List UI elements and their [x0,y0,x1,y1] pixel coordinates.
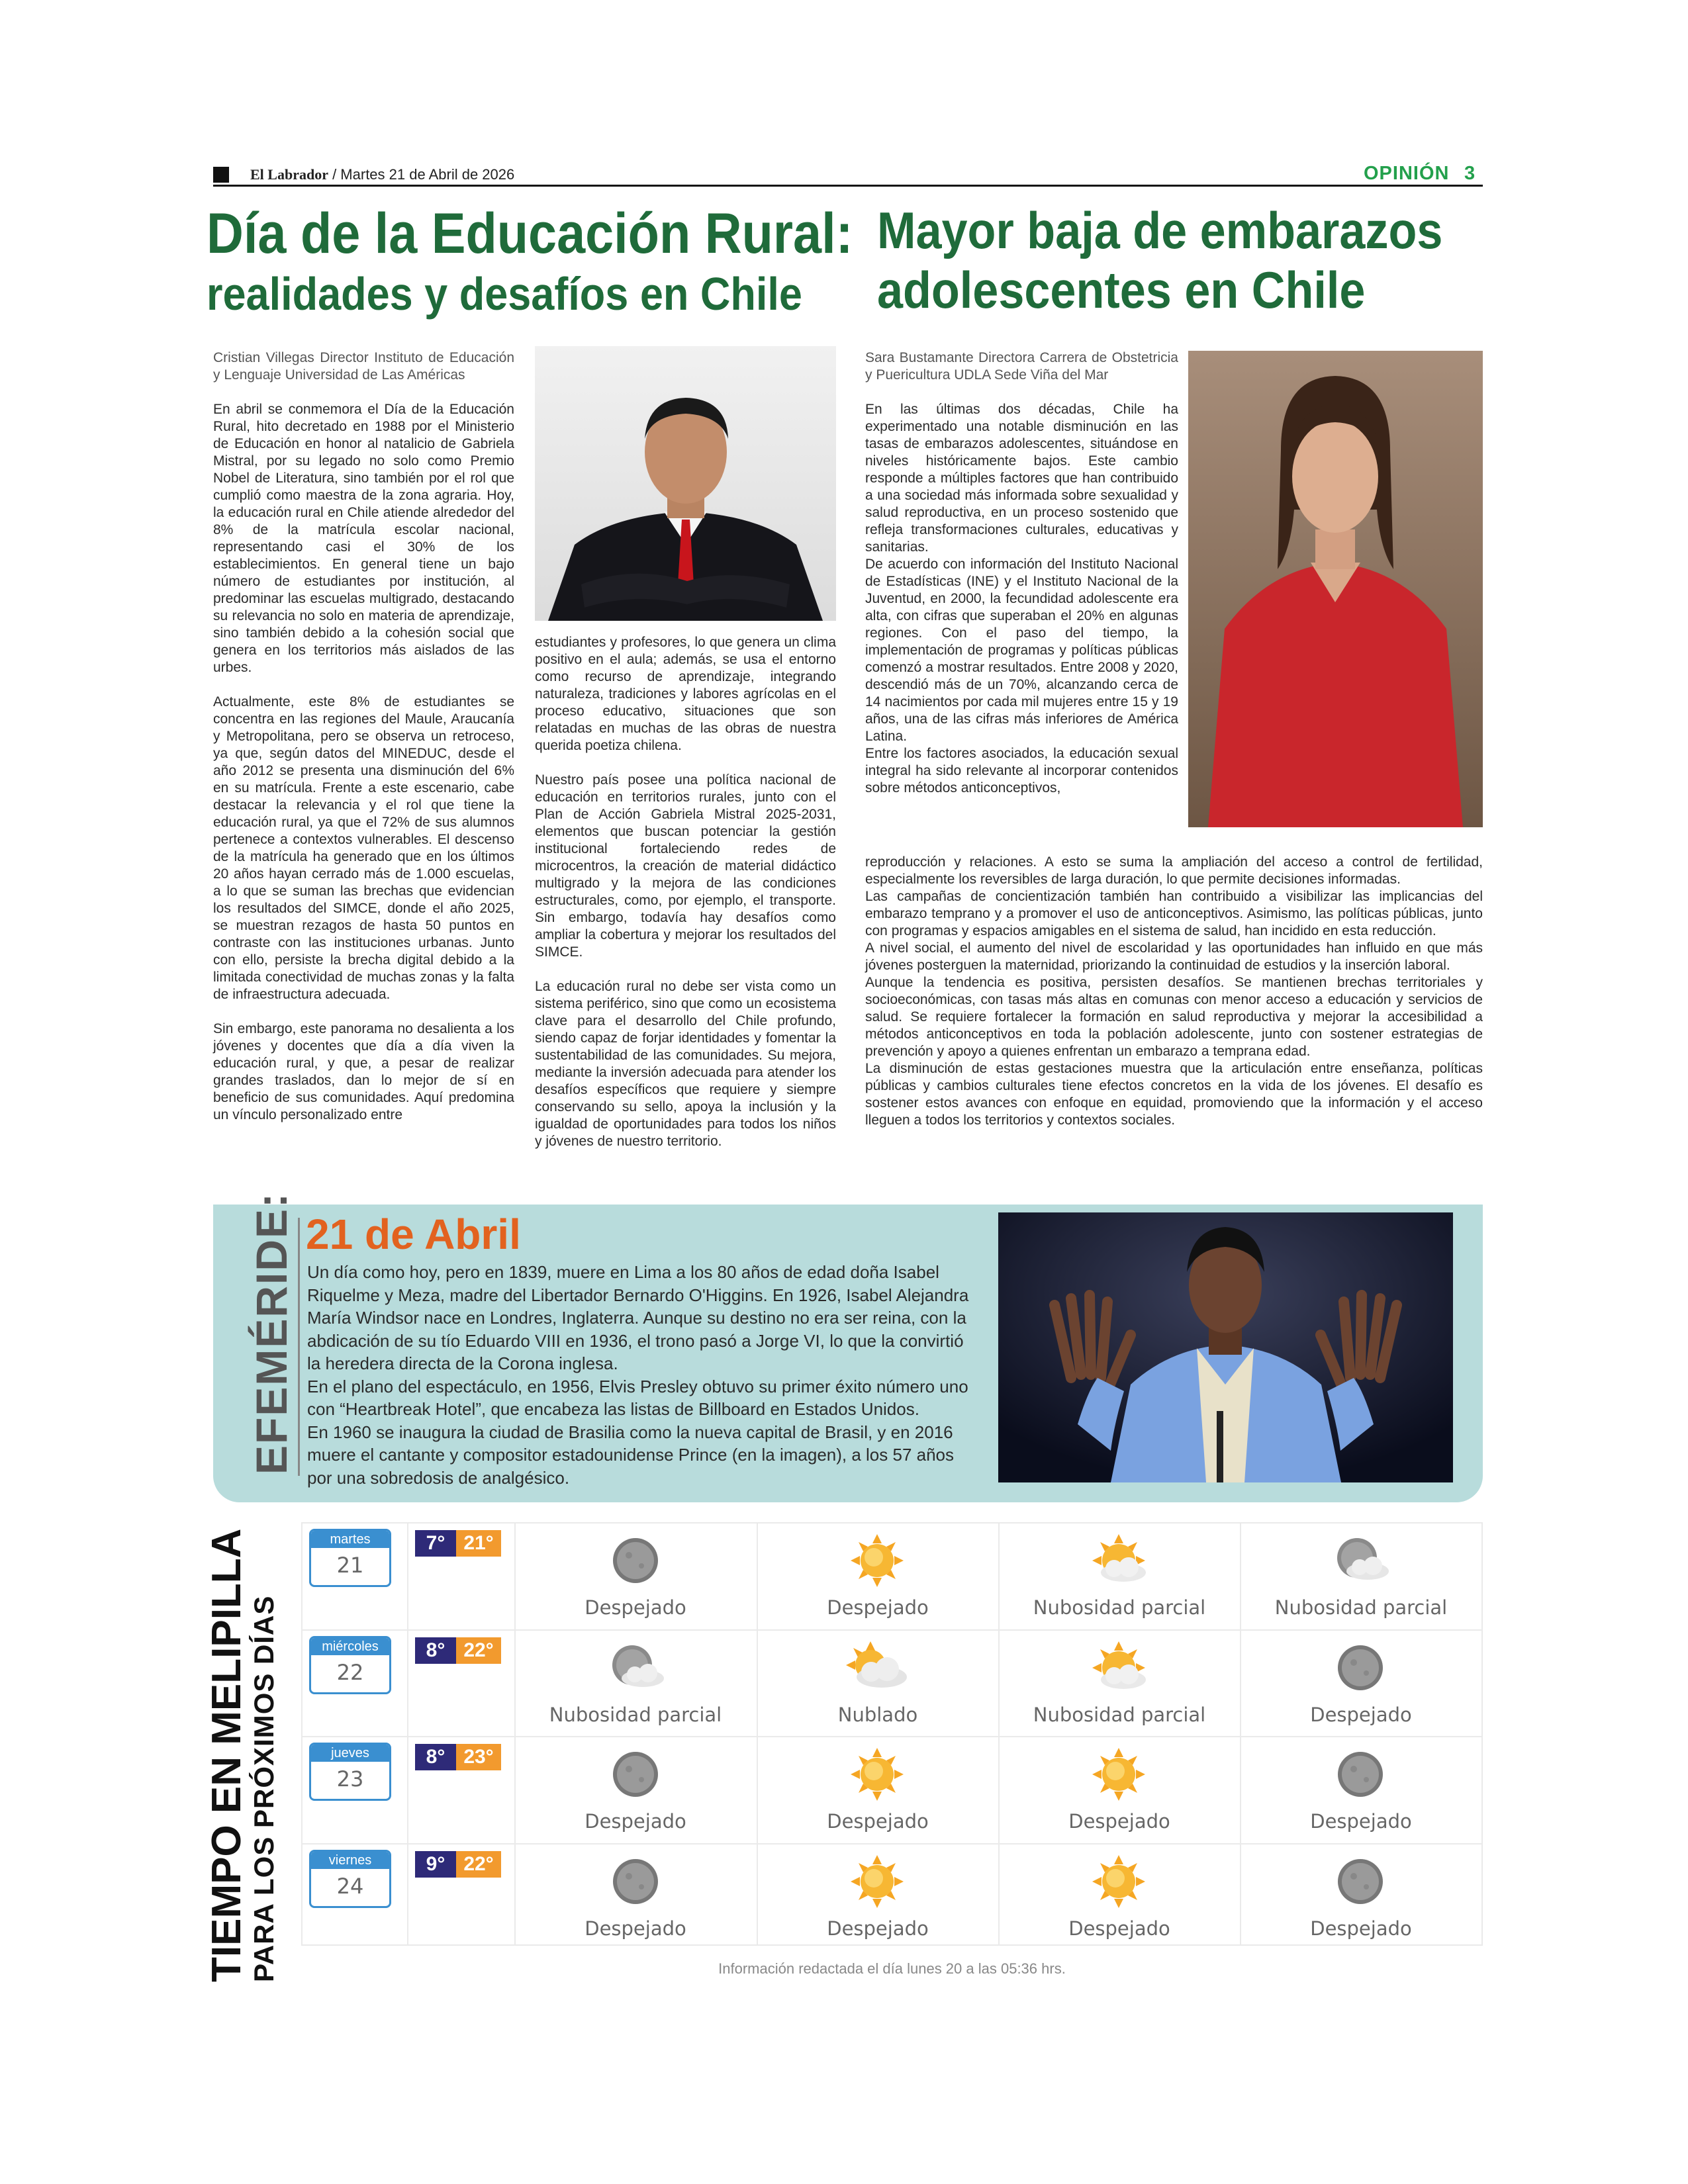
article-left-paragraph: La educación rural no debe ser vista como un sistema periférico, sino que como un ecosistema clave para el desarrollo del Chile profundo, siendo capaz de forjar identidades y fomentar la sustentabilidad de las comunidades. Su mejora, mediante la inversión adecuada para atender los desafíos específicos que requiere y siempre conservando su sello, apoya la inclusión y la igualdad de oportunidades para todos los niños y jóvenes de nuestro territorio. [535,979,836,1149]
article-right-paragraph: reproducción y relaciones. A esto se suma la ampliación del acceso a control de fertilidad, especialmente los reversibles de larga duración, lo que permite decisiones informadas. [865,854,1483,887]
forecast-label: Despejado [585,1810,686,1833]
cloudy-sun-icon [841,1641,914,1694]
forecast-label: Nubosidad parcial [1274,1596,1448,1619]
sun-icon [1082,1748,1155,1801]
day-calendar [309,1743,391,1801]
author-photo-woman [1188,351,1483,827]
day-number: 21 [336,1553,364,1578]
temp-min: 9° [415,1851,456,1878]
author-photo-man [535,346,836,621]
article-right-paragraph: Entre los factores asociados, la educación sexual integral ha sido relevante al incorporar contenidos sobre métodos anticonceptivos, [865,746,1178,796]
temp-max: 22° [456,1637,501,1664]
day-calendar [309,1529,391,1587]
article-right-paragraph: En las últimas dos décadas, Chile ha experimentado una notable disminución en las tasas de embarazos adolescentes, situándose en niveles históricamente bajos. Este cambio responde a múltiples factores que han contribuido a una sociedad más informada sobre sexualidad y salud reproductiva, en un proceso sostenido que refleja transformaciones culturales, educativas y sanitarias. [865,402,1178,555]
day-name: martes [311,1531,389,1548]
forecast-label: Despejado [1068,1810,1170,1833]
article-right-paragraph: A nivel social, el aumento del nivel de escolaridad y las oportunidades han influido en que más jóvenes posterguen la maternidad, priorizando la continuidad de estudios y la inserción laboral. [865,940,1483,973]
weather-grid [301,1522,1483,1946]
article-left-paragraph: En abril se conmemora el Día de la Educación Rural, hito decretado en 1988 por el Ministerio de Educación en honor al natalicio de Gabriela Mistral, por su legado no solo como Premio Nobel de Literatura, sino también por el rol que cumplió como maestra de la zona agraria. Hoy, la educación rural en Chile atiende alrededor del 8% de la matrícula escolar nacional, representando casi el 30% de los establecimientos. En general tiene un bajo número de estudiantes por institución, al predominar las escuelas multigrado, destacando su relevancia no solo en materia de aprendizaje, sino también debido a la cohesión social que genera en los territorios más aislados de las urbes. [213,402,514,675]
article-right-paragraph: De acuerdo con información del Instituto Nacional de Estadísticas (INE) y el Instituto Nacional de la Juventud, en 2000, la fecundidad adolescente era alta, con cifras que superaban el 20% en algunas regiones. Con el paso del tiempo, la implementación de programas y políticas públicas comenzó a mostrar resultados. Entre 2008 y 2020, descendió más de un 70%, alcanzando cerca de 14 nacimientos por cada mil mujeres entre 15 y 19 años, una de las cifras más inferiores de América Latina. [865,557,1178,744]
grid-line [301,1522,1483,1524]
temp-max: 23° [456,1744,501,1770]
temp-min: 8° [415,1744,456,1770]
article-left-byline: Cristian Villegas Director Instituto de Educación y Lenguaje Universidad de Las Américas [213,350,514,383]
partly-cloudy-icon [1082,1641,1155,1694]
publication-line [250,166,514,183]
forecast-label: Despejado [1310,1704,1412,1726]
forecast-label: Nubosidad parcial [549,1704,722,1726]
forecast-label: Despejado [827,1596,929,1619]
day-number: 23 [336,1766,364,1792]
grid-line [301,1736,1483,1737]
sun-icon [1082,1855,1155,1908]
article-right-byline: Sara Bustamante Directora Carrera de Obstetricia y Puericultura UDLA Sede Viña del Mar [865,350,1178,383]
efemeride-paragraph: En 1960 se inaugura la ciudad de Brasilia como la nueva capital de Brasil, y en 2016 muere el cantante y compositor estadounidense Prince (en la imagen), a los 57 años por una sobredosis de analgésico. [307,1422,955,1488]
grid-line [301,1843,1483,1844]
temp-max: 21° [456,1530,501,1557]
article-right-column-narrow [865,349,1178,797]
header-rule [213,185,1483,187]
moon-icon [1324,1748,1397,1801]
sun-icon [841,1534,914,1587]
publication-name: El Labrador [250,166,328,183]
forecast-label: Despejado [1068,1917,1170,1940]
article-right-title-line1: Mayor baja de embarazos [877,201,1443,259]
moon-icon [1324,1855,1397,1908]
forecast-label: Nublado [837,1704,918,1726]
section-label: OPINIÓN [1364,163,1450,184]
forecast-label: Despejado [827,1917,929,1940]
efemeride-label: EFEMÉRIDE: [247,1191,296,1475]
article-left-paragraph: Sin embargo, este panorama no desalienta a los jóvenes y docentes que día a día viven la educación rural, y que, a pesar de realizar grandes traslados, dan lo mejor de sí en beneficio de sus comunidades. Aquí predomina un vínculo personalizado entre [213,1021,514,1122]
grid-line [301,1522,303,1946]
night-cloudy-icon [599,1641,672,1694]
efemeride-paragraph: Un día como hoy, pero en 1839, muere en Lima a los 80 años de edad doña Isabel Riquelme y Meza, madre del Libertador Bernardo O'Higgins. En 1926, Isabel Alejandra María Windsor nace en Londres, Inglaterra. Aunque su destino no era ser reina, con la abdicación de su tío Eduardo VIII en 1936, el trono pasó a Jorge VI, lo que la convirtió la heredera directa de la Corona inglesa. [307,1262,969,1373]
day-name: viernes [311,1852,389,1869]
day-name: miércoles [311,1638,389,1655]
weather-title-line1: TIEMPO EN MELIPILLA [204,1528,250,1982]
article-right-paragraph: La disminución de estas gestaciones muestra que la articulación entre enseñanza, políticas públicas y cambios culturales tiene efectos concretos en la vida de los jóvenes. El desafío es sostener estos avances con enfoque en equidad, promoviendo que la información y el acceso lleguen a todos los territorios y contextos sociales. [865,1061,1483,1128]
forecast-label: Despejado [1310,1917,1412,1940]
partly-cloudy-icon [1082,1534,1155,1587]
sun-icon [841,1748,914,1801]
article-right-paragraph: Las campañas de concientización también han contribuido a visibilizar las implicancias del embarazo temprano y a promover el uso de anticonceptivos. Asimismo, las políticas públicas, junto con programas y espacios amigables en el sistema de salud, han incidido en esta reducción. [865,889,1483,938]
header-marker [213,167,229,183]
grid-line [757,1522,758,1946]
efemeride-text [307,1261,976,1489]
efemeride-date: 21 de Abril [306,1210,521,1258]
day-calendar [309,1850,391,1908]
article-left-title-line1: Día de la Educación Rural: [207,202,853,265]
efemeride-paragraph: En el plano del espectáculo, en 1956, Elvis Presley obtuvo su primer éxito número uno con “Heartbreak Hotel”, que encabeza las listas de Billboard en Estados Unidos. [307,1376,968,1419]
grid-line [1481,1522,1483,1946]
article-left-column-2 [535,634,836,1150]
forecast-label: Despejado [1310,1810,1412,1833]
forecast-label: Despejado [585,1596,686,1619]
article-right-title-line2: adolescentes en Chile [877,261,1366,319]
article-left-column-1 [213,349,514,1124]
moon-icon [599,1855,672,1908]
temp-max: 22° [456,1851,501,1878]
grid-line [1240,1522,1241,1946]
forecast-label: Despejado [827,1810,929,1833]
forecast-label: Nubosidad parcial [1033,1596,1206,1619]
night-cloudy-icon [1324,1534,1397,1587]
article-right-paragraph: Aunque la tendencia es positiva, persisten desafíos. Se mantienen brechas territoriales y socioeconómicas, con tasas más altas en comunas con menor acceso a educación y servicios de salud. Se requiere fortalecer la formación en salud reproductiva y mejorar la accesibilidad a métodos anticonceptivos en toda la población adolescente, junto con sostener estrategias de prevención y apoyo a quienes enfrentan un embarazo a temprana edad. [865,975,1483,1059]
grid-line [301,1944,1483,1946]
article-left-title-line2: realidades y desafíos en Chile [207,268,802,320]
day-number: 22 [336,1660,364,1685]
grid-line [407,1522,408,1946]
grid-line [301,1629,1483,1631]
publication-date: / Martes 21 de Abril de 2026 [328,166,515,183]
day-calendar [309,1636,391,1694]
article-left-paragraph: Nuestro país posee una política nacional de educación en territorios rurales, junto con el Plan de Acción Gabriela Mistral 2025-2031, elementos que buscan potenciar la gestión institucional fortaleciendo redes de microcentros, la creación de material didáctico multigrado y la mejora de las condiciones estructurales, como, por ejemplo, el transporte. Sin embargo, todavía hay desafíos como ampliar la cobertura y mejorar los resultados del SIMCE. [535,772,836,960]
forecast-label: Despejado [585,1917,686,1940]
moon-icon [599,1534,672,1587]
temp-min: 8° [415,1637,456,1664]
temp-min: 7° [415,1530,456,1557]
weather-title [205,1519,279,1982]
day-number: 24 [336,1874,364,1899]
grid-line [998,1522,1000,1946]
article-right-column-wide [865,854,1483,1129]
weather-title-line2: PARA LOS PRÓXIMOS DÍAS [248,1595,279,1982]
moon-icon [1324,1641,1397,1694]
prince-photo [998,1212,1453,1482]
sun-icon [841,1855,914,1908]
weather-footer: Información redactada el día lunes 20 a las 05:36 hrs. [718,1960,1066,1977]
efemeride-divider [298,1218,300,1476]
article-left-paragraph: Actualmente, este 8% de estudiantes se concentra en las regiones del Maule, Araucanía y Metropolitana, pero se observa un retroceso, ya que, según datos del MINEDUC, desde el año 2012 se presenta una disminución del 6% en su matrícula. Frente a este escenario, cabe destacar la relevancia y el rol que tiene la educación rural, ya que el 72% de sus alumnos pertenece a contextos vulnerables. El descenso de la matrícula ha generado que en los últimos 20 años hayan cerrado más de 1.000 escuelas, a lo que se suman las brechas que evidencian los resultados del SIMCE, donde el año 2025, se muestran rezagos de hasta 50 puntos en contraste con las instituciones urbanas. Junto con ello, persiste la brecha digital debido a la limitada conectividad de muchas zonas y la falta de infraestructura adecuada. [213,694,514,1002]
article-left-paragraph: estudiantes y profesores, lo que genera un clima positivo en el aula; además, se usa el entorno como recurso de aprendizaje, integrando naturaleza, tradiciones y labores agrícolas en el proceso educativo, situaciones que son relatadas en muchas de las obras de nuestra querida poetiza chilena. [535,635,836,753]
day-name: jueves [311,1745,389,1762]
page-number: 3 [1464,163,1476,184]
forecast-label: Nubosidad parcial [1033,1704,1206,1726]
moon-icon [599,1748,672,1801]
grid-line [514,1522,516,1946]
